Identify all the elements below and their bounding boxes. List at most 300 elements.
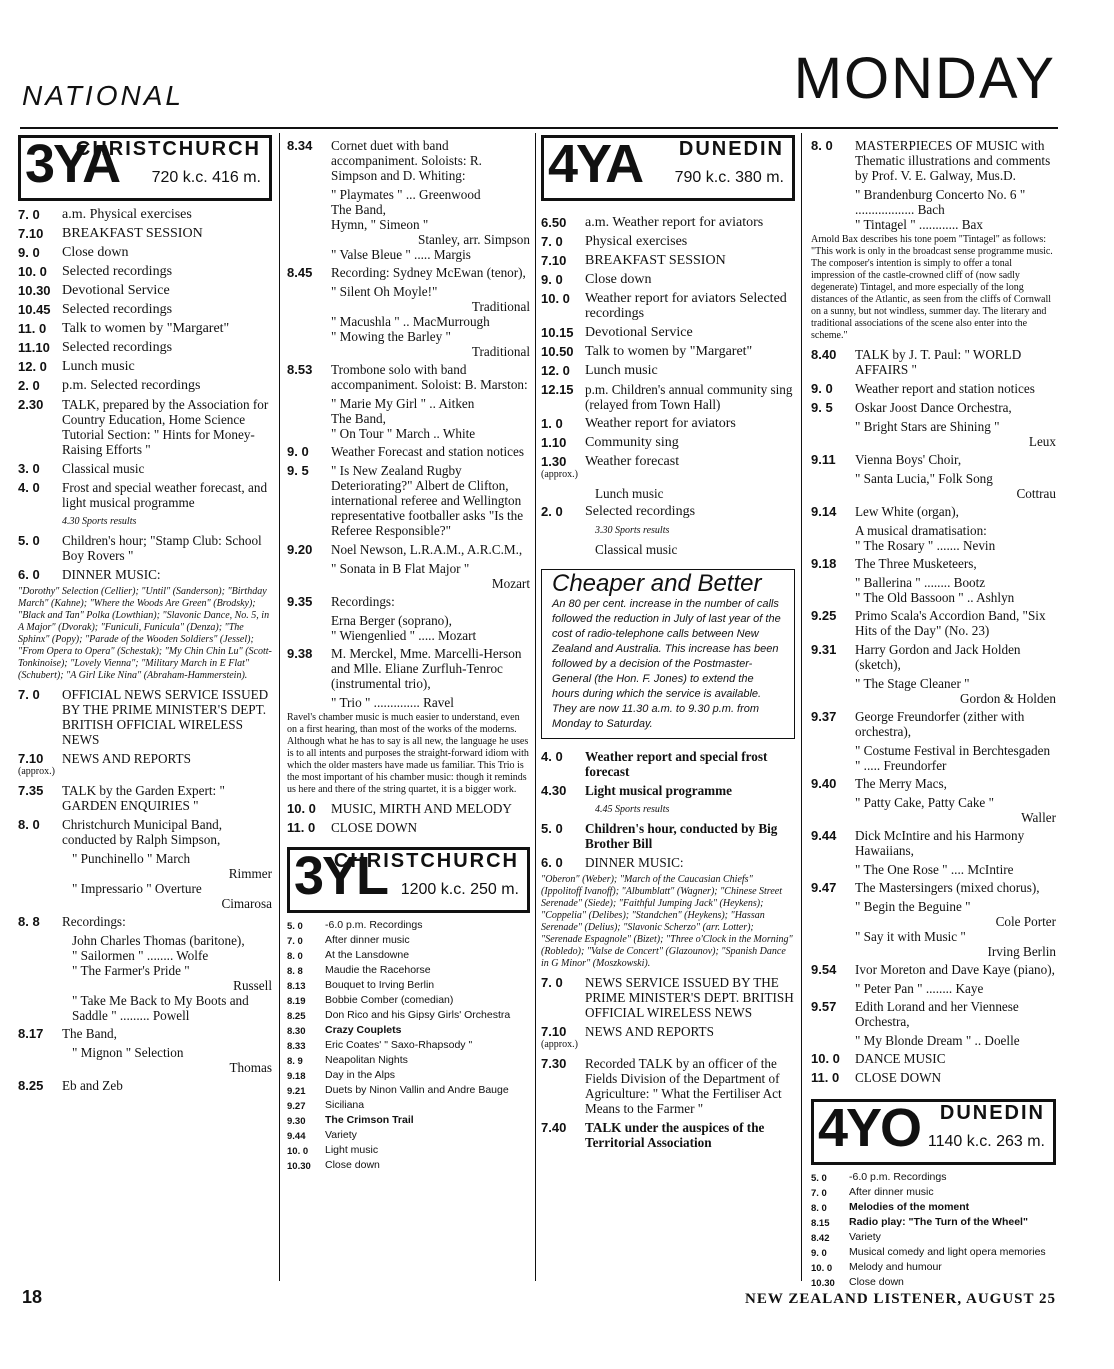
station-city: DUNEDIN bbox=[678, 138, 784, 160]
entry-text: Recordings: bbox=[331, 594, 395, 609]
station-call: 4YA bbox=[548, 134, 643, 194]
item-title: " Santa Lucia," Folk Song bbox=[855, 471, 993, 486]
entry-text: Lunch music bbox=[585, 363, 658, 378]
programme-entry bbox=[811, 1070, 1056, 1085]
entry-time: 9.21 bbox=[287, 1086, 306, 1097]
entry-text: Weather Forecast and station notices bbox=[331, 444, 525, 459]
entry-text: Cornet duet with band accompaniment. Soloists: R. Simpson and D. Whiting: bbox=[331, 138, 482, 183]
entry-text: Duets by Ninon Vallin and Andre Bauge bbox=[325, 1084, 509, 1096]
entry-time: 8. 9 bbox=[287, 1056, 303, 1067]
entry-time: 9.18 bbox=[287, 1071, 306, 1082]
entry-time: 8.53 bbox=[287, 362, 313, 377]
programme-entry bbox=[541, 454, 795, 469]
entry-text: Christchurch Municipal Band, conducted by Ralph Simpson, bbox=[62, 817, 223, 847]
entry-time: 5. 0 bbox=[811, 1173, 827, 1184]
programme-entry bbox=[18, 533, 272, 563]
schedule-row bbox=[811, 1231, 1056, 1246]
item-composer: Cole Porter bbox=[995, 914, 1056, 929]
schedule-row bbox=[811, 1186, 1056, 1201]
item-title: " Playmates " ... Greenwood bbox=[331, 187, 481, 202]
entry-text: TALK by J. T. Paul: " WORLD AFFAIRS " bbox=[855, 347, 1022, 377]
entry-time: 7.35 bbox=[18, 783, 44, 798]
item-title: " Patty Cake, Patty Cake " bbox=[855, 795, 994, 810]
schedule-row bbox=[811, 1171, 1056, 1186]
item-composer: Traditional bbox=[471, 344, 530, 359]
entry-detail bbox=[331, 396, 530, 441]
entry-detail bbox=[855, 523, 1056, 553]
item-title: " Bright Stars are Shining " bbox=[855, 419, 1000, 434]
item-title: " Silent Oh Moyle!" bbox=[331, 284, 438, 299]
entry-time: 6. 0 bbox=[541, 855, 563, 870]
entry-time: 9. 0 bbox=[18, 245, 40, 260]
programme-entry bbox=[18, 461, 272, 476]
entry-time: 4.30 bbox=[541, 783, 567, 798]
programme-entry bbox=[18, 783, 272, 813]
entry-text: TALK, prepared by the Association for Country Education, Home Science Tutorial Section: " Hints for Money-Raising Efforts " bbox=[62, 397, 269, 457]
item-title: " Ballerina " ........ Bootz bbox=[855, 575, 986, 590]
day-title: MONDAY bbox=[793, 46, 1056, 111]
entry-text: Siciliana bbox=[325, 1099, 365, 1111]
station-box-4ya bbox=[541, 135, 795, 201]
entry-text: Recordings: bbox=[62, 914, 126, 929]
entry-text: a.m. Weather report for aviators bbox=[585, 215, 764, 230]
item-composer: Leux bbox=[1028, 434, 1056, 449]
entry-text: Edith Lorand and her Viennese Orchestra, bbox=[855, 999, 1019, 1029]
schedule-row bbox=[287, 1099, 530, 1114]
programme-entry bbox=[18, 480, 272, 510]
entry-text: Light music bbox=[325, 1144, 379, 1156]
entry-detail bbox=[855, 795, 1056, 825]
schedule-row bbox=[287, 934, 530, 949]
entry-text: MUSIC, MIRTH AND MELODY bbox=[331, 801, 512, 816]
entry-time: 8.13 bbox=[287, 981, 306, 992]
entry-time: 8. 8 bbox=[18, 914, 40, 929]
item-title: " Sonata in B Flat Major " bbox=[331, 561, 470, 576]
programme-entry bbox=[811, 504, 1056, 519]
entry-text: DINNER MUSIC: bbox=[585, 855, 684, 870]
page-number: 18 bbox=[22, 1287, 43, 1307]
entry-time: 8.17 bbox=[18, 1026, 44, 1041]
station-city: CHRISTCHURCH bbox=[333, 850, 519, 872]
entry-time: 2. 0 bbox=[18, 378, 40, 393]
programme-entry bbox=[18, 207, 272, 222]
item-title: " Trio " .............. Ravel bbox=[331, 695, 454, 710]
programme-entry bbox=[287, 820, 530, 835]
entry-time: 9. 0 bbox=[287, 444, 309, 459]
programme-entry bbox=[811, 962, 1056, 977]
programme-entry bbox=[811, 381, 1056, 396]
programme-entry bbox=[18, 340, 272, 355]
item-artist: Erna Berger (soprano), bbox=[331, 613, 452, 628]
entry-detail bbox=[331, 561, 530, 591]
programme-entry bbox=[18, 567, 272, 582]
entry-text: Dick McIntire and his Harmony Hawaiians, bbox=[855, 828, 1025, 858]
entry-time: 10. 0 bbox=[541, 291, 570, 306]
programme-entry bbox=[18, 1078, 272, 1093]
item-title: " Begin the Beguine " bbox=[855, 899, 971, 914]
entry-text: Classical music bbox=[62, 461, 145, 476]
programme-entry bbox=[541, 749, 795, 779]
item-composer: Russell bbox=[233, 978, 272, 993]
station-freq: 1200 k.c. 250 m. bbox=[400, 881, 519, 898]
programme-entry bbox=[287, 646, 530, 691]
entry-time: 8.15 bbox=[811, 1218, 830, 1229]
sports-results: 4.30 Sports results bbox=[62, 516, 137, 527]
schedule-row bbox=[811, 1276, 1056, 1291]
entry-time: 1.30 bbox=[541, 454, 567, 469]
entry-text: Lunch music bbox=[62, 359, 135, 374]
programme-entry bbox=[18, 378, 272, 393]
entry-time: 9.30 bbox=[287, 1116, 306, 1127]
entry-text: Recorded TALK by an officer of the Fields Division of the Department of Agriculture: " What the Fertiliser Act Means to the Farmer " bbox=[585, 1056, 782, 1116]
entry-text: Weather forecast bbox=[585, 454, 680, 469]
programme-entry bbox=[541, 1056, 795, 1116]
entry-text: Selected recordings bbox=[62, 340, 173, 355]
item-title: " Punchinello " March bbox=[72, 851, 191, 866]
programme-entry bbox=[811, 347, 1056, 377]
station-call: 3YL bbox=[294, 846, 388, 906]
entry-time: 8. 8 bbox=[287, 966, 303, 977]
programme-entry bbox=[18, 397, 272, 457]
entry-detail bbox=[72, 933, 272, 1023]
entry-time: 7.40 bbox=[541, 1120, 567, 1135]
entry-detail bbox=[855, 899, 1056, 959]
entry-time: 9.57 bbox=[811, 999, 837, 1014]
item-composer: Gordon & Holden bbox=[960, 691, 1056, 706]
station-box-4yo bbox=[811, 1099, 1056, 1165]
entry-time: 8.34 bbox=[287, 138, 313, 153]
programme-note: Arnold Bax describes his tone poem "Tintagel" as follows: "This work is only in the broadcast sense programme music. The composer's intention is simply to offer a tonal impression of the castle-crowned cliff of (now sadly degenerate) Tintagel, and more especially of the long distances of the Atlantic, as seen from the cliffs of Cornwall on a sunny, but not windless, summer day. The literary and traditional associations of the scene also enter into the scheme." bbox=[811, 234, 1053, 341]
entry-text: Close down bbox=[585, 272, 652, 287]
entry-time: 9. 0 bbox=[811, 381, 833, 396]
item-title: " Marie My Girl " .. Aitken bbox=[331, 396, 475, 411]
approx-note: (approx.) bbox=[541, 469, 578, 480]
section-label: NATIONAL bbox=[22, 80, 184, 111]
entry-time: 10.30 bbox=[287, 1161, 311, 1172]
entry-time: 8.40 bbox=[811, 347, 837, 362]
programme-entry bbox=[811, 999, 1056, 1029]
entry-time: 9.47 bbox=[811, 880, 837, 895]
box-heading: Cheaper and Better bbox=[552, 570, 762, 597]
entry-time: 10. 0 bbox=[18, 264, 47, 279]
entry-time: 2. 0 bbox=[541, 504, 563, 519]
programme-entry bbox=[541, 363, 795, 378]
entry-detail bbox=[855, 676, 1056, 706]
entry-time: 8. 0 bbox=[18, 817, 40, 832]
entry-text: Crazy Couplets bbox=[325, 1024, 402, 1036]
item-composer: Traditional bbox=[471, 299, 530, 314]
entry-time: 12. 0 bbox=[18, 359, 47, 374]
programme-entry bbox=[18, 226, 272, 241]
item-title: " Mowing the Barley " bbox=[331, 329, 451, 344]
cheaper-and-better-box bbox=[541, 569, 795, 739]
schedule-row bbox=[287, 919, 530, 934]
entry-time: 8.25 bbox=[18, 1078, 44, 1093]
entry-time: 1.10 bbox=[541, 435, 567, 450]
item-composer: Mozart bbox=[491, 576, 530, 591]
entry-text: Noel Newson, L.R.A.M., A.R.C.M., bbox=[331, 542, 523, 557]
programme-entry bbox=[287, 444, 530, 459]
schedule-row bbox=[287, 1129, 530, 1144]
entry-text: p.m. Children's annual community sing (relayed from Town Hall) bbox=[585, 382, 793, 412]
item-title: " The Farmer's Pride " bbox=[72, 963, 190, 978]
programme-entry bbox=[541, 234, 795, 249]
programme-entry bbox=[811, 400, 1056, 415]
schedule-row bbox=[287, 964, 530, 979]
entry-text: The Mastersingers (mixed chorus), bbox=[855, 880, 1040, 895]
programme-entry bbox=[541, 416, 795, 431]
entry-text: Eric Coates' " Saxo-Rhapsody " bbox=[325, 1039, 473, 1051]
item-title: " On Tour " March .. White bbox=[331, 426, 476, 441]
entry-time: 9.44 bbox=[811, 828, 837, 843]
entry-text: Selected recordings bbox=[62, 264, 173, 279]
entry-detail bbox=[855, 187, 1056, 232]
item-composer: Rimmer bbox=[228, 866, 272, 881]
entry-time: 8. 0 bbox=[287, 951, 303, 962]
column-3 bbox=[541, 135, 795, 1154]
programme-entry bbox=[541, 1024, 795, 1039]
box-body: An 80 per cent. increase in the number of calls followed the reduction in July of last year of the cost of radio-telephone calls between New Zealand and Australia. This increase has been followed by a decision of the Postmaster-General (the Hon. F. Jones) to extend the hours during which the service is available. They are now 11.30 a.m. to 9.30 p.m. from Monday to Saturday. bbox=[552, 598, 781, 730]
entry-time: 8. 0 bbox=[811, 1203, 827, 1214]
programme-entry bbox=[18, 1026, 272, 1041]
schedule-row bbox=[811, 1246, 1056, 1261]
station-freq: 720 k.c. 416 m. bbox=[151, 169, 261, 186]
entry-time: 9.35 bbox=[287, 594, 313, 609]
entry-time: 8.42 bbox=[811, 1233, 830, 1244]
item-artist: The Band, bbox=[331, 411, 386, 426]
entry-detail bbox=[331, 284, 530, 359]
programme-entry bbox=[18, 264, 272, 279]
programme-entry bbox=[811, 1051, 1056, 1066]
schedule-4yo bbox=[811, 1171, 1056, 1291]
entry-text: Physical exercises bbox=[585, 234, 688, 249]
item-title: " Macushla " .. MacMurrough bbox=[331, 314, 490, 329]
entry-time: 9.11 bbox=[811, 452, 836, 467]
entry-text: MASTERPIECES OF MUSIC with Thematic illustrations and comments by Prof. V. E. Galway, Mus.D. bbox=[855, 138, 1051, 183]
entry-text: Community sing bbox=[585, 435, 679, 450]
entry-time: 10.45 bbox=[18, 302, 51, 317]
entry-text: The Three Musketeers, bbox=[855, 556, 977, 571]
item-title: " Tintagel " ............ Bax bbox=[855, 217, 983, 232]
entry-time: 10. 0 bbox=[287, 1146, 309, 1157]
entry-text: Melody and humour bbox=[849, 1261, 942, 1273]
entry-time: 7.10 bbox=[541, 253, 567, 268]
entry-time: 7. 0 bbox=[18, 207, 40, 222]
entry-text: Neapolitan Nights bbox=[325, 1054, 408, 1066]
entry-time: 7.30 bbox=[541, 1056, 567, 1071]
entry-time: 12. 0 bbox=[541, 363, 570, 378]
item-title: Classical music bbox=[595, 542, 678, 557]
column-divider bbox=[279, 133, 280, 1281]
entry-time: 7. 0 bbox=[18, 687, 40, 702]
entry-detail bbox=[855, 575, 1056, 605]
entry-time: 10.30 bbox=[18, 283, 51, 298]
entry-time: 9.20 bbox=[287, 542, 313, 557]
entry-text: M. Merckel, Mme. Marcelli-Herson and Mlle. Eliane Zurfluh-Tenroc (instrumental trio), bbox=[331, 646, 522, 691]
column-2 bbox=[287, 135, 530, 1174]
programme-entry bbox=[18, 359, 272, 374]
sports-results: 3.30 Sports results bbox=[595, 525, 670, 536]
entry-time: 9. 0 bbox=[811, 1248, 827, 1259]
schedule-row bbox=[287, 1039, 530, 1054]
programme-entry bbox=[18, 283, 272, 298]
programme-entry bbox=[541, 291, 795, 321]
publication-footer: NEW ZEALAND LISTENER, AUGUST 25 bbox=[745, 1291, 1056, 1307]
entry-time: 6. 0 bbox=[18, 567, 40, 582]
entry-text: Weather report for aviators bbox=[585, 416, 736, 431]
entry-text: Musical comedy and light opera memories bbox=[849, 1246, 1046, 1258]
item-artist: John Charles Thomas (baritone), bbox=[72, 933, 245, 948]
entry-time: 9.27 bbox=[287, 1101, 306, 1112]
entry-time: 10.50 bbox=[541, 344, 574, 359]
item-title: " Brandenburg Concerto No. 6 " .................. Bach bbox=[855, 187, 1026, 217]
item-title: " Say it with Music " bbox=[855, 929, 966, 944]
programme-entry bbox=[541, 253, 795, 268]
programme-entry bbox=[18, 687, 272, 747]
programme-entry bbox=[18, 914, 272, 929]
programme-entry bbox=[541, 215, 795, 230]
entry-time: 9.18 bbox=[811, 556, 837, 571]
programme-entry bbox=[541, 272, 795, 287]
schedule-row bbox=[287, 994, 530, 1009]
column-4 bbox=[811, 135, 1056, 1291]
item-title: " Costume Festival in Berchtesgaden " ..... Freundorfer bbox=[855, 743, 1051, 773]
entry-time: 10.30 bbox=[811, 1278, 835, 1289]
entry-text: Ivor Moreton and Dave Kaye (piano), bbox=[855, 962, 1055, 977]
item-title: " Take Me Back to My Boots and Saddle " ......... Powell bbox=[72, 993, 249, 1023]
programme-entry bbox=[541, 344, 795, 359]
entry-text: After dinner music bbox=[325, 934, 410, 946]
programme-entry bbox=[287, 362, 530, 392]
station-call: 3YA bbox=[25, 134, 120, 194]
entry-text: Children's hour; "Stamp Club: School Boy Rovers " bbox=[62, 533, 262, 563]
entry-text: Weather report and station notices bbox=[855, 381, 1035, 396]
schedule-row bbox=[287, 1054, 530, 1069]
entry-text: NEWS AND REPORTS bbox=[585, 1024, 714, 1039]
item-title: " The One Rose " .... McIntire bbox=[855, 862, 1014, 877]
entry-time: 11. 0 bbox=[18, 321, 47, 336]
entry-text: Bobbie Comber (comedian) bbox=[325, 994, 454, 1006]
entry-text: Devotional Service bbox=[62, 283, 170, 298]
entry-text: Harry Gordon and Jack Holden (sketch), bbox=[855, 642, 1021, 672]
item-composer: Thomas bbox=[229, 1060, 272, 1075]
programme-entry bbox=[18, 302, 272, 317]
entry-time: 9.38 bbox=[287, 646, 313, 661]
entry-text: Maudie the Racehorse bbox=[325, 964, 431, 976]
entry-text: OFFICIAL NEWS SERVICE ISSUED BY THE PRIME MINISTER'S DEPT. BRITISH OFFICIAL WIRELESS NEWS bbox=[62, 687, 269, 747]
entry-text: The Crimson Trail bbox=[325, 1114, 414, 1126]
dinner-music-list: "Oberon" (Weber); "March of the Caucasian Chiefs" (Ippolitoff Ivanoff); "Albumblatt" (Wagner); "Chinese Street Serenade" (Siede); "Faithful Jumping Jack" (Heykens); "Coppelia" (Delibes); "Standchen" (Heykens); "Hassan Serenade" (Delius); "Slavonic Scherzo" (arr. Lotter); "Serenade Espagnole" (Bizet); "Three o'Clock in the Morning" (Robledo); "Valse de Concert" (Glazounov); "Spanish Dance in G Minor" (Moszkowski). bbox=[541, 874, 793, 969]
entry-text: Close down bbox=[849, 1276, 904, 1288]
entry-text: Radio play: "The Turn of the Wheel" bbox=[849, 1216, 1028, 1228]
station-box-3ya bbox=[18, 135, 272, 201]
item-title: " Mignon " Selection bbox=[72, 1045, 184, 1060]
entry-time: 8.25 bbox=[287, 1011, 306, 1022]
entry-text: Close down bbox=[62, 245, 129, 260]
entry-detail bbox=[855, 471, 1056, 501]
item-composer: Cimarosa bbox=[221, 896, 272, 911]
entry-time: 11. 0 bbox=[287, 820, 316, 835]
entry-time: 7. 0 bbox=[541, 234, 563, 249]
sports-results: 4.45 Sports results bbox=[595, 804, 670, 815]
entry-text: -6.0 p.m. Recordings bbox=[325, 919, 423, 931]
entry-text: Vienna Boys' Choir, bbox=[855, 452, 962, 467]
entry-text: Devotional Service bbox=[585, 325, 693, 340]
entry-time: 10.15 bbox=[541, 325, 574, 340]
item-title: " Valse Bleue " ..... Margis bbox=[331, 247, 471, 262]
column-divider bbox=[801, 133, 802, 1281]
entry-time: 9.54 bbox=[811, 962, 837, 977]
entry-time: 9.25 bbox=[811, 608, 837, 623]
item-title: " Peter Pan " ........ Kaye bbox=[855, 981, 984, 996]
entry-text: Selected recordings bbox=[62, 302, 173, 317]
entry-text: Don Rico and his Gipsy Girls' Orchestra bbox=[325, 1009, 511, 1021]
programme-entry bbox=[811, 556, 1056, 571]
item-title: Hymn, " Simeon " bbox=[331, 217, 429, 232]
entry-time: 11. 0 bbox=[811, 1070, 840, 1085]
programme-entry bbox=[18, 321, 272, 336]
schedule-row bbox=[811, 1216, 1056, 1231]
entry-time: 6.50 bbox=[541, 215, 567, 230]
entry-time: 9.40 bbox=[811, 776, 837, 791]
entry-time: 9.44 bbox=[287, 1131, 306, 1142]
item-title: " Sailormen " ........ Wolfe bbox=[72, 948, 209, 963]
entry-time: 9. 0 bbox=[541, 272, 563, 287]
item-title: " The Stage Cleaner " bbox=[855, 676, 970, 691]
item-composer: Irving Berlin bbox=[987, 944, 1056, 959]
entry-text: Trombone solo with band accompaniment. Soloist: B. Marston: bbox=[331, 362, 528, 392]
programme-entry bbox=[541, 783, 795, 798]
entry-text: NEWS SERVICE ISSUED BY THE PRIME MINISTER'S DEPT. BRITISH OFFICIAL WIRELESS NEWS bbox=[585, 975, 794, 1020]
station-city: DUNEDIN bbox=[939, 1102, 1045, 1124]
entry-time: 9.37 bbox=[811, 709, 837, 724]
programme-entry bbox=[541, 435, 795, 450]
entry-text: Day in the Alps bbox=[325, 1069, 396, 1081]
entry-detail bbox=[331, 187, 530, 262]
entry-time: 4. 0 bbox=[541, 749, 563, 764]
programme-entry bbox=[541, 821, 795, 851]
entry-text: Talk to women by "Margaret" bbox=[62, 321, 230, 336]
schedule-row bbox=[287, 1159, 530, 1174]
programme-entry bbox=[541, 855, 795, 870]
entry-time: 7. 0 bbox=[541, 975, 563, 990]
schedule-row bbox=[287, 1009, 530, 1024]
entry-text: Bouquet to Irving Berlin bbox=[325, 979, 435, 991]
entry-text: At the Lansdowne bbox=[325, 949, 410, 961]
item-composer: Cottrau bbox=[1016, 486, 1056, 501]
schedule-row bbox=[287, 1144, 530, 1159]
programme-entry bbox=[811, 138, 1056, 183]
schedule-row bbox=[811, 1201, 1056, 1216]
programme-entry bbox=[18, 245, 272, 260]
entry-text: The Band, bbox=[62, 1026, 117, 1041]
schedule-row bbox=[287, 1084, 530, 1099]
programme-entry bbox=[811, 880, 1056, 895]
dinner-music-list: "Dorothy" Selection (Cellier); "Until" (Sanderson); "Birthday March" (Kahne); "Where the Woods Are Green" (Brodsky); "Black and Tan" Polka (Lowthian); "Slavonic Dance, No. 5, in A Major" (Dvorak); "Funiculi, Funicula" (Denza); "The Sphinx" (Popy); "Parade of the Wooden Soldiers" (Jessel); "From Opera to Opera" (Schestak); "My Chin Chin Lu" (Scott-Tonkinoise); "Lovely Vienna"; "Military March in E Flat" (Schubert); "A Girl Like Nina" (Abraham-Hammerstein). bbox=[18, 586, 272, 681]
programme-entry bbox=[811, 608, 1056, 638]
schedule-row bbox=[287, 1069, 530, 1084]
entry-time: 10. 0 bbox=[811, 1051, 840, 1066]
entry-text: CLOSE DOWN bbox=[855, 1070, 942, 1085]
programme-entry bbox=[811, 452, 1056, 467]
entry-text: Variety bbox=[849, 1231, 881, 1243]
schedule-row bbox=[287, 1024, 530, 1039]
entry-text: CLOSE DOWN bbox=[331, 820, 418, 835]
item-title: " The Rosary " ....... Nevin bbox=[855, 538, 996, 553]
entry-time: 5. 0 bbox=[18, 533, 40, 548]
programme-entry bbox=[541, 382, 795, 412]
entry-text: Melodies of the moment bbox=[849, 1201, 970, 1213]
